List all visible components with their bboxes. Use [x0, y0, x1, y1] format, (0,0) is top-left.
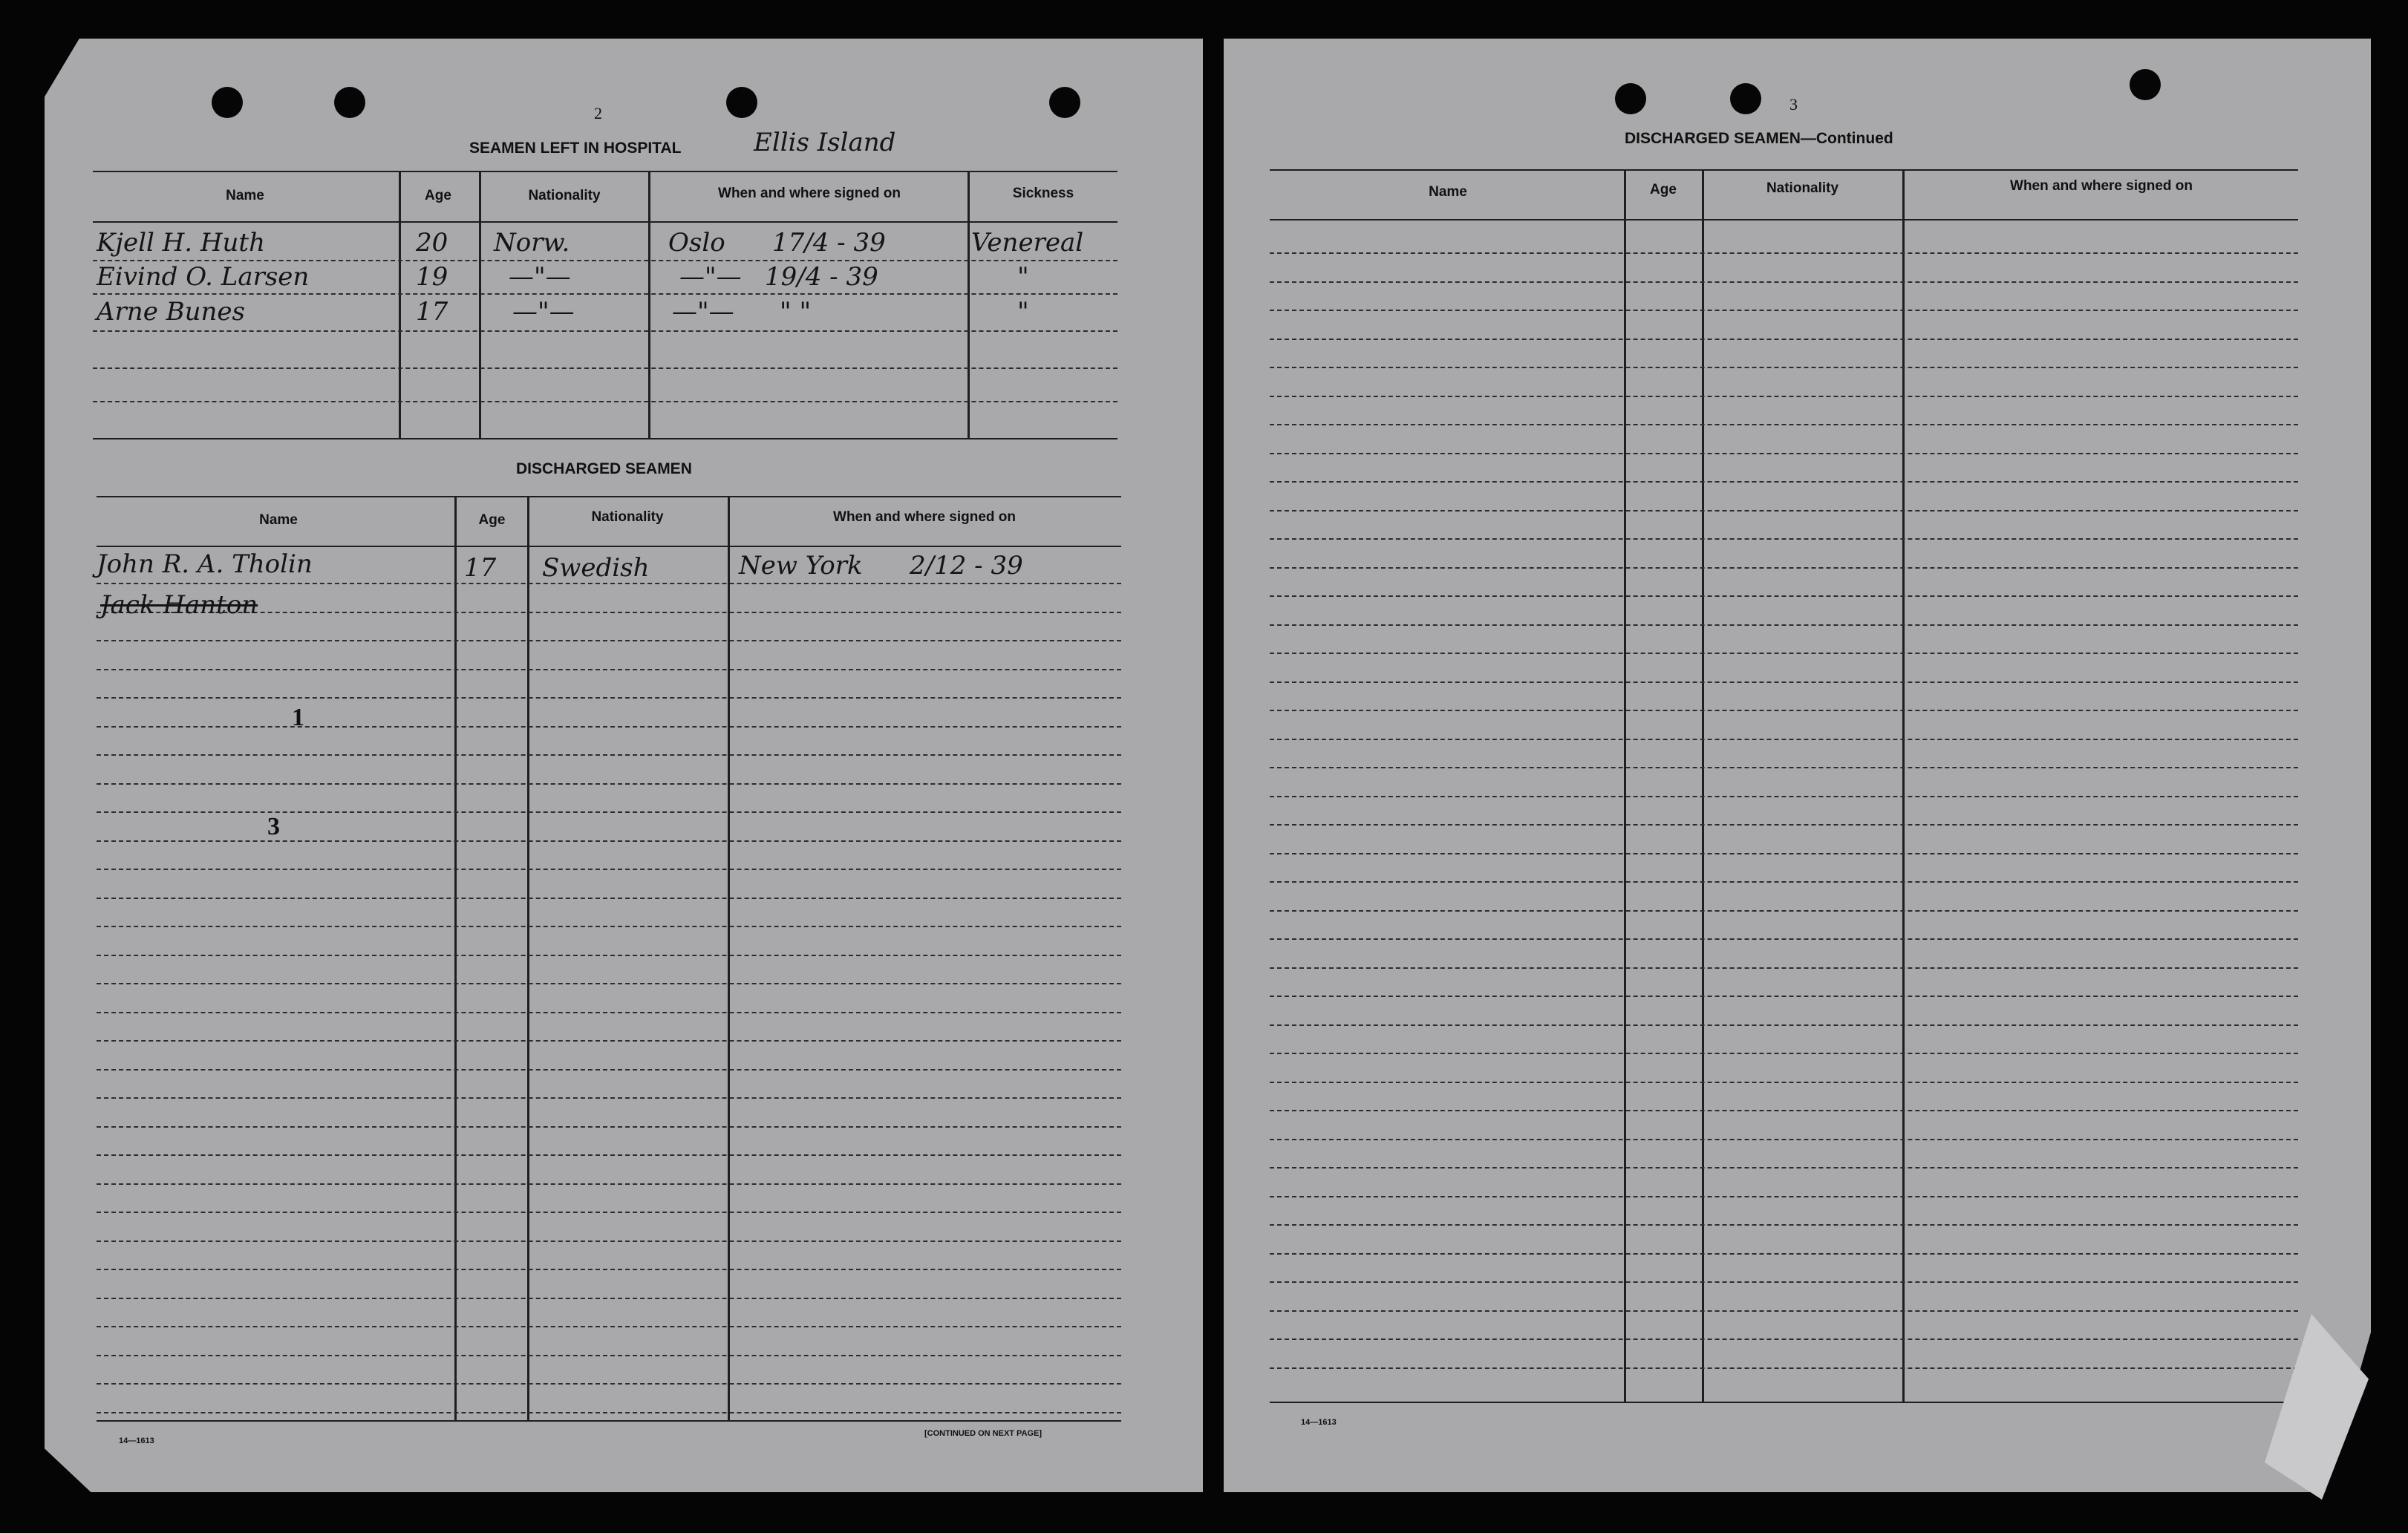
- discharged-continued-title: DISCHARGED SEAMEN—Continued: [1625, 130, 1893, 147]
- ruled-line: [97, 898, 1121, 899]
- ruled-line: [1270, 1281, 2298, 1283]
- col-header-signed-on: When and where signed on: [2010, 178, 2193, 194]
- ruled-line: [1270, 567, 2298, 569]
- ruled-line: [97, 811, 1121, 813]
- ruled-line: [97, 1040, 1121, 1042]
- column-divider: [479, 171, 481, 438]
- signed-date: 17/4 - 39: [772, 228, 886, 258]
- ruled-line: [1270, 1110, 2298, 1111]
- column-divider: [527, 496, 529, 1420]
- ruled-line: [1270, 252, 2298, 254]
- ruled-line: [97, 840, 1121, 842]
- ruled-line: [1270, 938, 2298, 940]
- ruled-line: [1270, 510, 2298, 511]
- ruled-line: [97, 1241, 1121, 1242]
- ruled-line: [1270, 1196, 2298, 1197]
- sickness: Venereal: [971, 228, 1084, 258]
- ruled-line: [1270, 1310, 2298, 1312]
- ruled-line: [97, 1383, 1121, 1385]
- continued-note: [CONTINUED ON NEXT PAGE]: [924, 1429, 1043, 1438]
- hospital-place: Ellis Island: [754, 128, 896, 157]
- ruled-line: [97, 1355, 1121, 1356]
- ruled-line: [97, 697, 1121, 699]
- seaman-nationality: —"—: [512, 297, 575, 327]
- ruled-line: [97, 1269, 1121, 1270]
- seaman-age: 17: [416, 297, 448, 327]
- ruled-line: [1270, 996, 2298, 997]
- table-rule: [97, 1420, 1121, 1422]
- ruled-line: [1270, 796, 2298, 797]
- col-header-nationality: Nationality: [528, 188, 601, 203]
- column-divider: [968, 171, 970, 438]
- seaman-nationality: —"—: [509, 262, 571, 292]
- ruled-line: [97, 1012, 1121, 1013]
- ruled-line: [97, 1326, 1121, 1327]
- right-page: [1224, 39, 2371, 1492]
- ruled-line: [1270, 281, 2298, 283]
- ruled-line: [1270, 396, 2298, 397]
- ruled-line: [1270, 1167, 2298, 1168]
- ruled-line: [97, 926, 1121, 927]
- ruled-line: [1270, 1024, 2298, 1026]
- col-header-nationality: Nationality: [591, 509, 664, 525]
- seaman-age: 17: [464, 553, 497, 583]
- col-header-name: Name: [259, 512, 298, 528]
- ruled-line: [1270, 367, 2298, 368]
- ruled-line: [1270, 481, 2298, 483]
- form-number: 14—1613: [1301, 1418, 1337, 1427]
- ruled-line: [1270, 424, 2298, 425]
- ruled-line: [1270, 710, 2298, 711]
- col-header-signed-on: When and where signed on: [718, 186, 901, 201]
- punch-hole: [1730, 83, 1761, 114]
- col-header-age: Age: [478, 512, 506, 528]
- table-rule: [93, 221, 1117, 223]
- ruled-line: [97, 783, 1121, 785]
- ruled-line: [97, 955, 1121, 956]
- ruled-line: [97, 1412, 1121, 1413]
- column-divider: [1624, 169, 1626, 1402]
- punch-hole: [1615, 83, 1646, 114]
- ruled-line: [93, 293, 1117, 295]
- table-rule: [1270, 1402, 2298, 1403]
- signed-date: " ": [780, 297, 812, 327]
- ruled-line: [1270, 339, 2298, 340]
- ruled-line: [97, 1298, 1121, 1299]
- sickness: ": [1017, 262, 1029, 292]
- ruled-line: [1270, 824, 2298, 826]
- ruled-line: [97, 726, 1121, 728]
- page-number: 2: [594, 104, 602, 122]
- ruled-line: [1270, 1053, 2298, 1054]
- seaman-name-crossed-out: Jack Hanton: [100, 590, 258, 620]
- seaman-name: Arne Bunes: [97, 297, 245, 327]
- hospital-title: SEAMEN LEFT IN HOSPITAL: [469, 140, 682, 157]
- ruled-line: [93, 330, 1117, 332]
- col-header-sickness: Sickness: [1012, 186, 1074, 201]
- ruled-line: [1270, 595, 2298, 597]
- table-rule: [93, 438, 1117, 439]
- ruled-line: [97, 669, 1121, 670]
- signed-place: Oslo: [668, 228, 725, 258]
- seaman-nationality: Swedish: [542, 553, 650, 583]
- signed-place: —"—: [672, 297, 734, 327]
- ruled-line: [1270, 1139, 2298, 1140]
- signed-date: 19/4 - 39: [765, 262, 878, 292]
- seaman-name: John R. A. Tholin: [97, 549, 313, 579]
- col-header-nationality: Nationality: [1766, 180, 1839, 196]
- ruled-line: [97, 583, 1121, 584]
- table-rule: [93, 171, 1117, 172]
- ruled-line: [1270, 910, 2298, 912]
- ruled-line: [1270, 453, 2298, 454]
- ruled-line: [1270, 967, 2298, 969]
- column-divider: [728, 496, 730, 1420]
- ruled-line: [97, 983, 1121, 984]
- ruled-line: [1270, 1338, 2298, 1340]
- signed-place: New York: [739, 551, 863, 581]
- ruled-line: [1270, 681, 2298, 683]
- col-header-name: Name: [226, 188, 264, 203]
- col-header-age: Age: [425, 188, 451, 203]
- seaman-age: 19: [416, 262, 448, 292]
- table-rule: [97, 546, 1121, 547]
- column-divider: [1902, 169, 1905, 1402]
- col-header-signed-on: When and where signed on: [833, 509, 1016, 525]
- punch-hole: [2130, 69, 2161, 100]
- ruled-line: [93, 260, 1117, 261]
- handwritten-mark: 3: [267, 813, 280, 840]
- ruled-line: [1270, 310, 2298, 311]
- ruled-line: [97, 1069, 1121, 1071]
- ruled-line: [1270, 1253, 2298, 1255]
- ruled-line: [1270, 767, 2298, 768]
- column-divider: [1702, 169, 1704, 1402]
- ruled-line: [1270, 653, 2298, 654]
- signed-place: —"—: [679, 262, 742, 292]
- ruled-line: [97, 869, 1121, 870]
- sickness: ": [1017, 297, 1029, 327]
- ruled-line: [93, 367, 1117, 369]
- punch-hole: [1049, 87, 1080, 118]
- seaman-name: Eivind O. Larsen: [97, 262, 310, 292]
- column-divider: [399, 171, 401, 438]
- signed-date: 2/12 - 39: [910, 551, 1023, 581]
- col-header-name: Name: [1429, 184, 1467, 200]
- ruled-line: [97, 1212, 1121, 1213]
- discharged-title: DISCHARGED SEAMEN: [516, 460, 692, 477]
- table-rule: [1270, 169, 2298, 171]
- ruled-line: [97, 640, 1121, 641]
- ruled-line: [1270, 538, 2298, 540]
- ruled-line: [97, 754, 1121, 756]
- seaman-nationality: Norw.: [494, 228, 570, 258]
- ruled-line: [1270, 624, 2298, 626]
- punch-hole: [212, 87, 243, 118]
- column-divider: [648, 171, 650, 438]
- table-rule: [1270, 219, 2298, 220]
- ruled-line: [1270, 739, 2298, 740]
- ruled-line: [97, 1097, 1121, 1099]
- column-divider: [454, 496, 457, 1420]
- punch-hole: [334, 87, 365, 118]
- ruled-line: [1270, 1367, 2298, 1369]
- ruled-line: [97, 1126, 1121, 1128]
- ruled-line: [1270, 853, 2298, 854]
- table-rule: [97, 496, 1121, 497]
- ruled-line: [1270, 1082, 2298, 1083]
- ruled-line: [97, 1154, 1121, 1156]
- ruled-line: [97, 1183, 1121, 1185]
- ruled-line: [1270, 881, 2298, 883]
- ruled-line: [1270, 1224, 2298, 1226]
- punch-hole: [726, 87, 757, 118]
- form-number: 14—1613: [119, 1436, 154, 1445]
- seaman-age: 20: [416, 228, 448, 258]
- seaman-name: Kjell H. Huth: [97, 228, 265, 258]
- ruled-line: [93, 401, 1117, 402]
- handwritten-mark: 1: [292, 704, 304, 731]
- col-header-age: Age: [1650, 182, 1677, 197]
- page-number: 3: [1789, 95, 1798, 114]
